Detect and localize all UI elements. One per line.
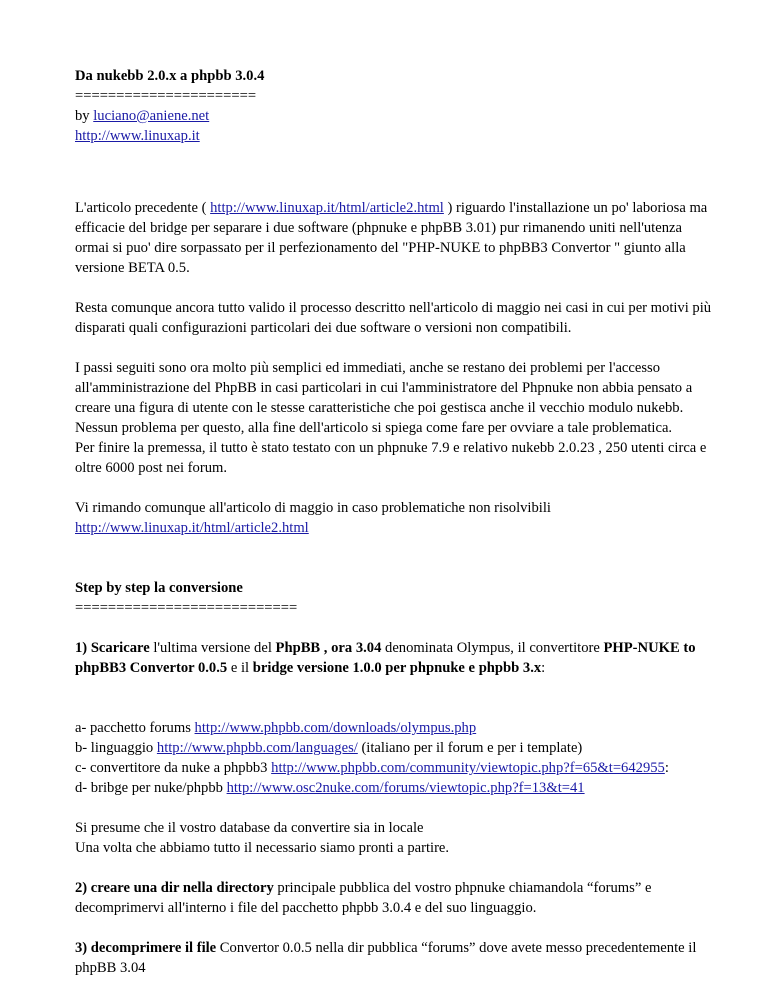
forums-package-link[interactable]: http://www.phpbb.com/downloads/olympus.php	[194, 720, 477, 736]
document-page	[75, 66, 715, 978]
byline: by luciano@aniene.net	[75, 108, 210, 124]
download-item-forums: a- pacchetto forums http://www.phpbb.com/downloads/olympus.php	[75, 720, 477, 736]
presume-line-1: Si presume che il vostro database da convertire sia in locale	[75, 820, 424, 836]
may-article-line	[75, 518, 715, 538]
intro-paragraph-1: L'articolo precedente ( http://www.linuxap.it/html/article2.html ) riguardo l'installazione un po' laboriosa ma efficacie del bridge per separare i due software (phpnuke e phpBB 3.01) pur rimanendo uniti nell'utenza ormai si puo' dire sorpassato per il perfezionamento del "PHP-NUKE to phpBB3 Convertor " giunto alla versione BETA 0.5.	[75, 200, 708, 276]
document-title: Da nukebb 2.0.x a phpbb 3.0.4	[75, 68, 265, 84]
download-item-convertor: c- convertitore da nuke a phpbb3 http://www.phpbb.com/community/viewtopic.php?f=65&t=642955:	[75, 760, 669, 776]
intro-paragraph-3: I passi seguiti sono ora molto più semplici ed immediati, anche se restano dei problemi per l'accesso all'amministrazione del PhpBB in casi particolari in cui l'amministratore del Phpnuke non abbia pensato a creare una figura di utente con le stesse caratteristiche che poi gestisca anche il vecchio modulo nukebb. Nessun problema per questo, alla fine dell'articolo si spiega come fare per ovviare a tale problematica.	[75, 360, 693, 436]
intro-paragraph-2: Resta comunque ancora tutto valido il processo descritto nell'articolo di maggio nei casi in cui per motivi più disparati quali configurazioni particolari dei due software o versioni non compatibili.	[75, 300, 712, 336]
step-2: 2) creare una dir nella directory principale pubblica del vostro phpnuke chiamandola “forums” e decomprimervi all'interno i file del pacchetto phpbb 3.0.4 e del suo linguaggio.	[75, 880, 652, 916]
site-line	[75, 126, 715, 146]
author-email-link[interactable]: luciano@aniene.net	[93, 108, 210, 124]
title-underline: ======================	[75, 88, 257, 104]
steps-heading: Step by step la conversione	[75, 580, 243, 596]
previous-article-link[interactable]: http://www.linuxap.it/html/article2.html	[210, 200, 444, 216]
step-3: 3) decomprimere il file Convertor 0.0.5 nella dir pubblica “forums” dove avete messo precedentemente il phpBB 3.04	[75, 940, 697, 976]
bridge-link[interactable]: http://www.osc2nuke.com/forums/viewtopic.php?f=13&t=41	[226, 780, 585, 796]
step-1: 1) Scaricare l'ultima versione del PhpBB , ora 3.04 denominata Olympus, il convertitore PHP-NUKE to phpBB3 Convertor 0.0.5 e il bridge versione 1.0.0 per phpnuke e phpbb 3.x:	[75, 640, 696, 676]
steps-underline: ===========================	[75, 600, 298, 616]
presume-line-2: Una volta che abbiamo tutto il necessario siamo pronti a partire.	[75, 840, 450, 856]
may-article-link[interactable]: http://www.linuxap.it/html/article2.html	[75, 520, 309, 536]
download-item-bridge: d- bribge per nuke/phpbb http://www.osc2nuke.com/forums/viewtopic.php?f=13&t=41	[75, 780, 585, 796]
intro-paragraph-4: Per finire la premessa, il tutto è stato testato con un phpnuke 7.9 e relativo nukebb 2.0.23 , 250 utenti circa e oltre 6000 post nei forum.	[75, 440, 707, 476]
convertor-link[interactable]: http://www.phpbb.com/community/viewtopic.php?f=65&t=642955	[271, 760, 665, 776]
intro-paragraph-5: Vi rimando comunque all'articolo di maggio in caso problematiche non risolvibili	[75, 500, 551, 516]
language-package-link[interactable]: http://www.phpbb.com/languages/	[156, 740, 358, 756]
author-site-link[interactable]: http://www.linuxap.it	[75, 128, 200, 144]
download-item-language: b- linguaggio http://www.phpbb.com/languages/ (italiano per il forum e per i template)	[75, 740, 583, 756]
